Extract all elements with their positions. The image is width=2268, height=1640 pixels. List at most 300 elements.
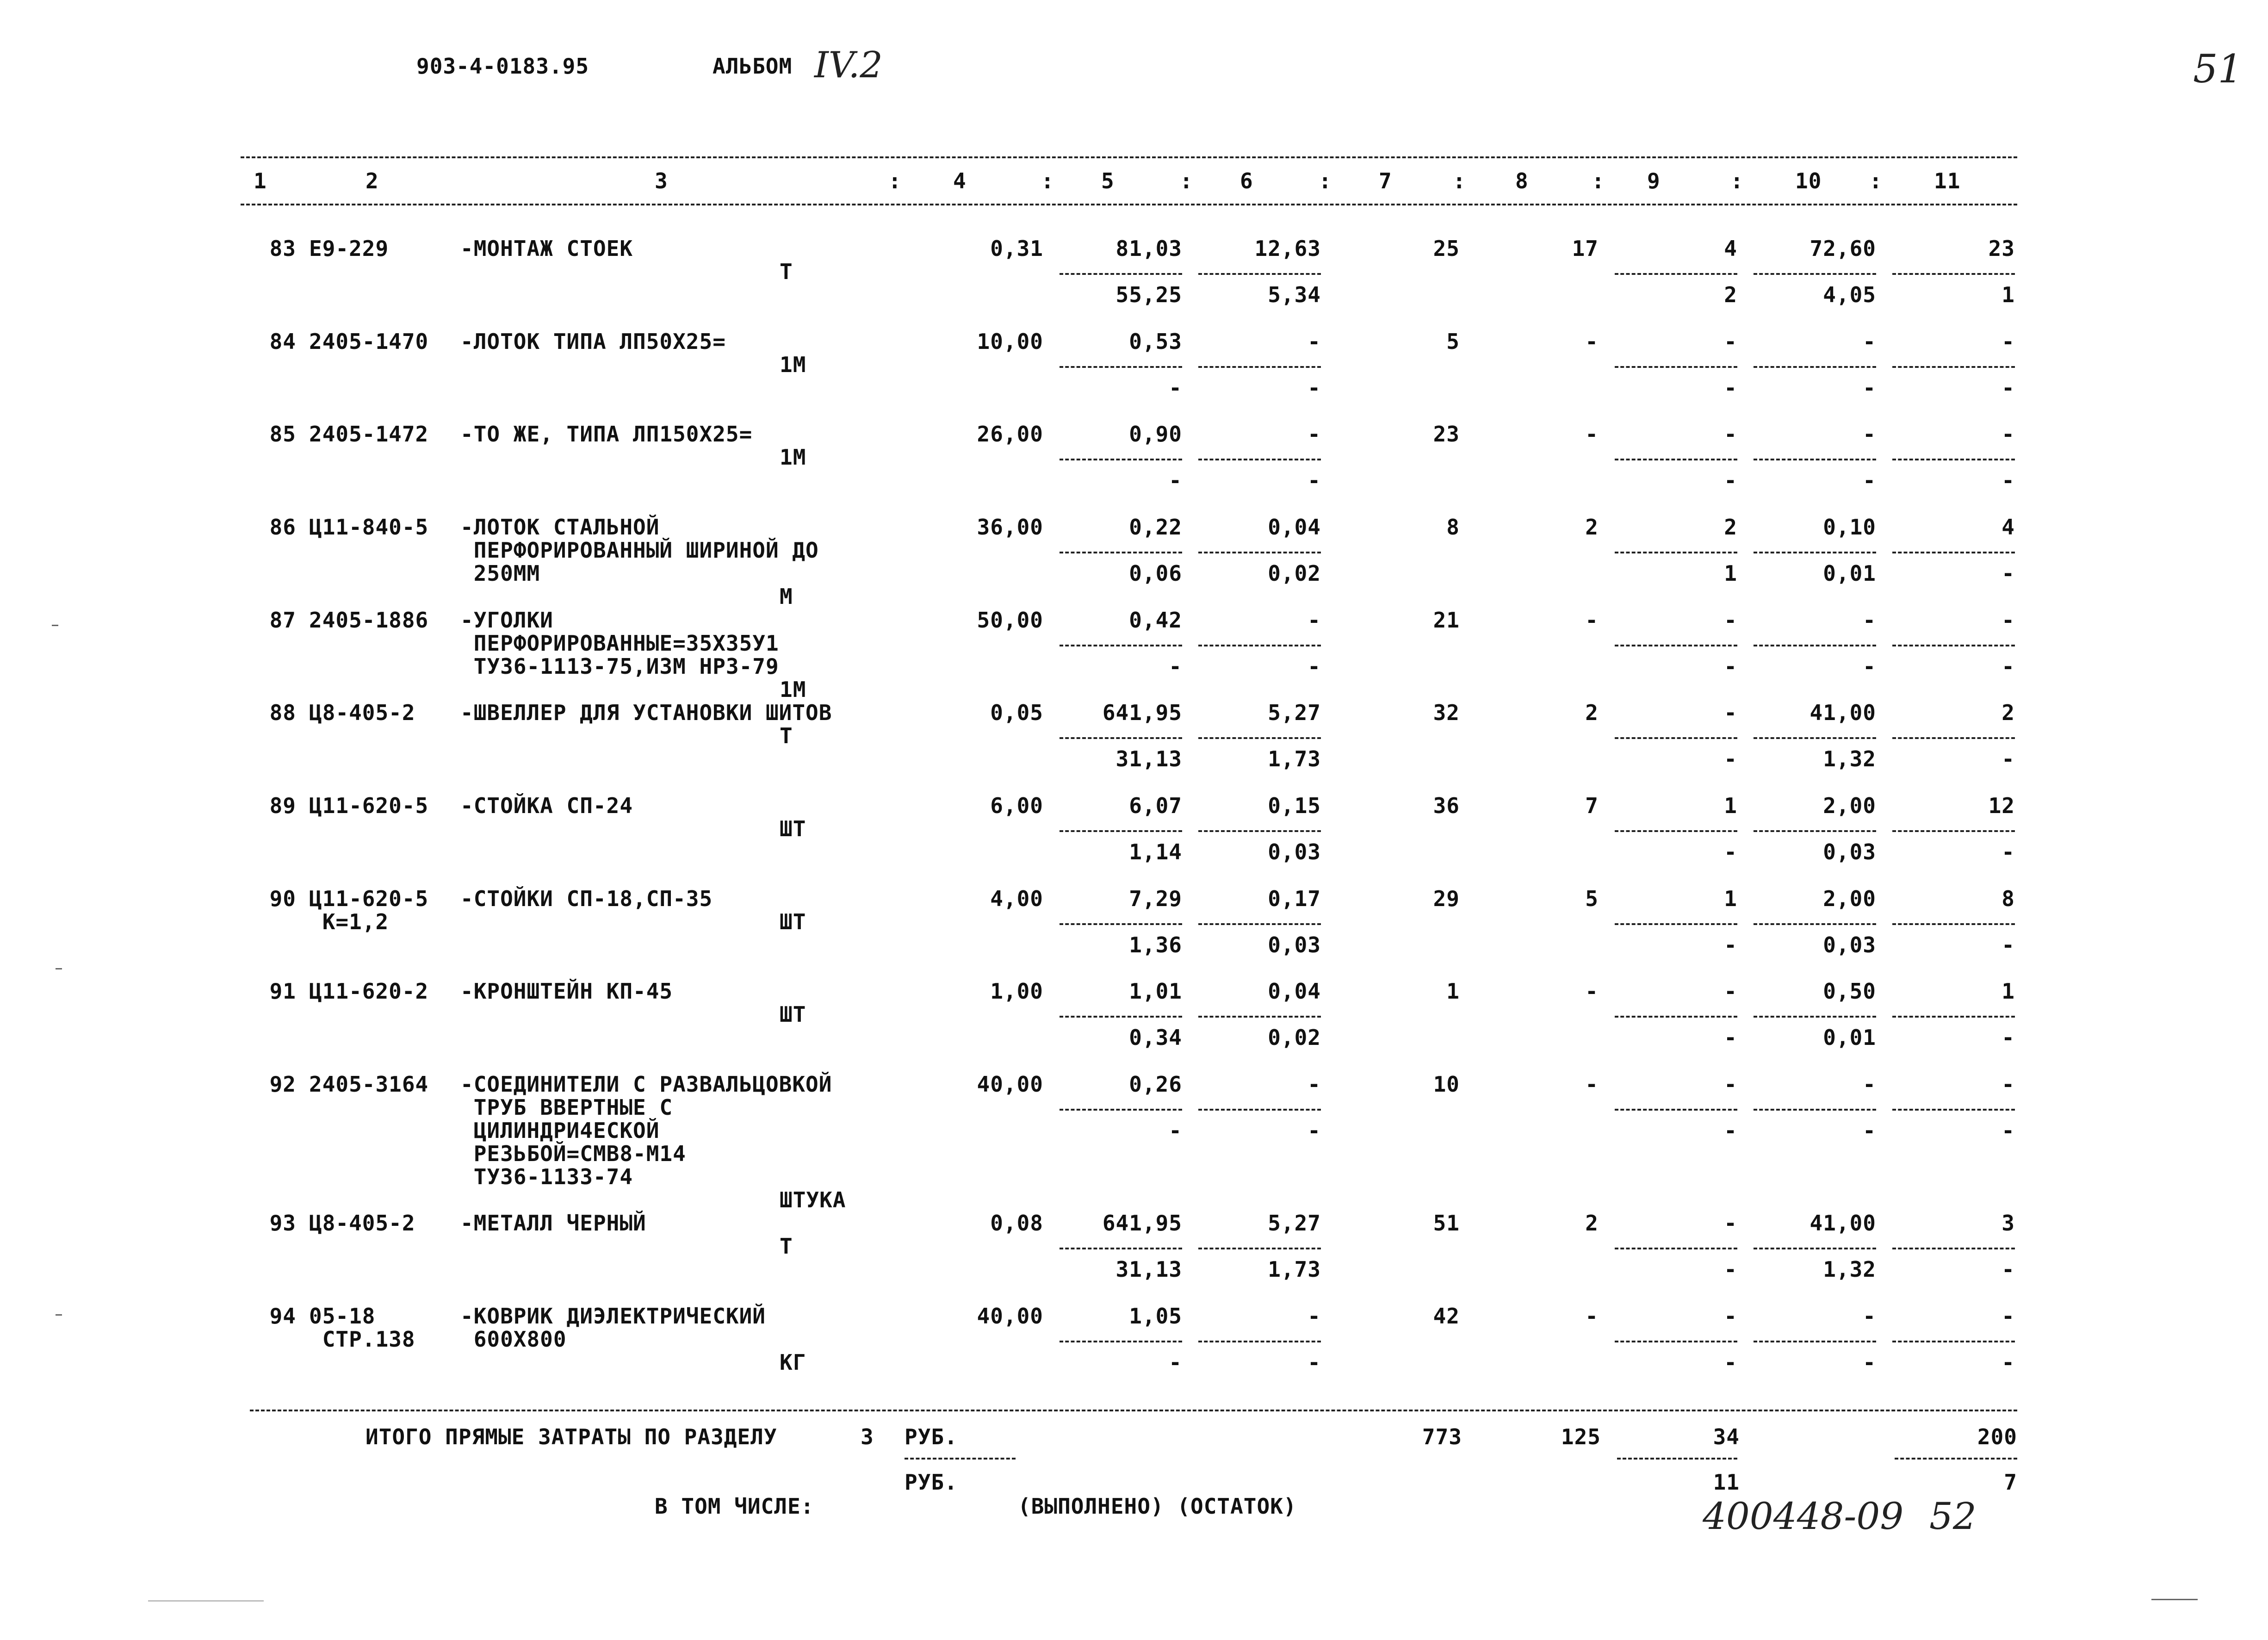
row-value-c9b: - bbox=[1724, 839, 1737, 864]
row-unit: 1М bbox=[780, 677, 806, 702]
row-code: 05-18 bbox=[309, 1304, 376, 1329]
row-value-c4: 10,00 bbox=[977, 329, 1043, 354]
row-value-c8: - bbox=[1585, 979, 1599, 1004]
row-number: 87 bbox=[269, 608, 296, 633]
fraction-rule-c6 bbox=[1198, 552, 1321, 553]
row-value-c9: - bbox=[1724, 979, 1737, 1004]
column-header-cell: 5 bbox=[1101, 168, 1115, 193]
row-name: -ЛОТОК ТИПА ЛП50Х25= bbox=[460, 329, 726, 354]
column-header-cell: : bbox=[1730, 168, 1744, 193]
fraction-rule-c10 bbox=[1754, 1341, 1876, 1342]
row-value-c9b: - bbox=[1724, 746, 1737, 771]
column-header-cell: : bbox=[1592, 168, 1605, 193]
row-value-c11: - bbox=[2002, 1304, 2015, 1329]
fraction-rule-c11 bbox=[1892, 459, 2015, 460]
totals-col11: 200 bbox=[1977, 1424, 2017, 1449]
row-number: 86 bbox=[269, 515, 296, 540]
fraction-rule-c5 bbox=[1060, 1248, 1182, 1249]
row-value-c10: - bbox=[1863, 422, 1876, 447]
fraction-rule-c10 bbox=[1754, 366, 1876, 368]
row-value-c6: 12,63 bbox=[1254, 236, 1321, 261]
fraction-rule-c6 bbox=[1198, 737, 1321, 739]
row-value-c9: - bbox=[1724, 329, 1737, 354]
row-value-c11: 12 bbox=[1988, 793, 2015, 818]
fraction-rule-c5 bbox=[1060, 1109, 1182, 1111]
fraction-rule-c10 bbox=[1754, 645, 1876, 646]
row-value-c9b: 1 bbox=[1724, 561, 1737, 586]
row-value-c11b: - bbox=[2002, 1257, 2015, 1282]
scan-speck bbox=[2175, 1599, 2198, 1600]
row-value-c6b: - bbox=[1308, 1118, 1321, 1143]
row-value-c9b: - bbox=[1724, 468, 1737, 493]
fraction-rule-c9 bbox=[1615, 923, 1737, 925]
totals-col9-rule bbox=[1617, 1458, 1737, 1460]
row-name: ЦИЛИНДРИ4ЕСКОЙ bbox=[460, 1118, 660, 1143]
row-value-c6: 5,27 bbox=[1268, 1211, 1321, 1236]
scan-speck bbox=[148, 1600, 264, 1602]
row-value-c10b: - bbox=[1863, 1118, 1876, 1143]
row-number: 93 bbox=[269, 1211, 296, 1236]
row-value-c10: 41,00 bbox=[1809, 1211, 1876, 1236]
row-name: -КОВРИК ДИЭЛЕКТРИЧЕСКИЙ bbox=[460, 1304, 766, 1329]
row-value-c8: 2 bbox=[1585, 700, 1599, 725]
fraction-rule-c10 bbox=[1754, 1248, 1876, 1249]
including-label: В ТОМ ЧИСЛЕ: bbox=[655, 1494, 814, 1519]
row-name: -СТОЙКИ СП-18,СП-35 bbox=[460, 886, 713, 911]
totals-section: 3 bbox=[861, 1424, 874, 1449]
fraction-rule-c10 bbox=[1754, 552, 1876, 553]
handwritten-page: 52 bbox=[1929, 1495, 1977, 1538]
row-number: 84 bbox=[269, 329, 296, 354]
row-value-c4: 0,05 bbox=[990, 700, 1043, 725]
fraction-rule-c6 bbox=[1198, 830, 1321, 832]
row-value-c11b: - bbox=[2002, 468, 2015, 493]
row-value-c7: 1 bbox=[1446, 979, 1460, 1004]
row-value-c5: 6,07 bbox=[1129, 793, 1182, 818]
row-value-c11b: 1 bbox=[2002, 282, 2015, 307]
totals-col7: 773 bbox=[1422, 1424, 1462, 1449]
row-value-c5b: - bbox=[1169, 1350, 1182, 1375]
fraction-rule-c9 bbox=[1615, 1016, 1737, 1018]
row-value-c11: 3 bbox=[2002, 1211, 2015, 1236]
fraction-rule-c6 bbox=[1198, 1341, 1321, 1342]
row-code: Ц11-840-5 bbox=[309, 515, 429, 540]
row-value-c5: 641,95 bbox=[1102, 1211, 1182, 1236]
row-value-c5b: 1,36 bbox=[1129, 932, 1182, 957]
fraction-rule-c9 bbox=[1615, 830, 1737, 832]
row-code: СТР.138 bbox=[309, 1327, 415, 1352]
row-value-c9b: - bbox=[1724, 1025, 1737, 1050]
fraction-rule-c9 bbox=[1615, 1341, 1737, 1342]
row-value-c4: 0,08 bbox=[990, 1211, 1043, 1236]
row-value-c5: 0,22 bbox=[1129, 515, 1182, 540]
row-code: Ц8-405-2 bbox=[309, 1211, 415, 1236]
row-number: 83 bbox=[269, 236, 296, 261]
album-label: АЛЬБОМ bbox=[713, 54, 793, 79]
row-value-c9: - bbox=[1724, 1304, 1737, 1329]
fraction-rule-c11 bbox=[1892, 552, 2015, 553]
handwritten-code: 400448-09 bbox=[1703, 1495, 1904, 1538]
row-number: 91 bbox=[269, 979, 296, 1004]
row-value-c8: - bbox=[1585, 422, 1599, 447]
row-code: Ц11-620-5 bbox=[309, 793, 429, 818]
fraction-rule-c5 bbox=[1060, 645, 1182, 646]
row-value-c7: 25 bbox=[1433, 236, 1460, 261]
row-number: 89 bbox=[269, 793, 296, 818]
fraction-rule-c5 bbox=[1060, 830, 1182, 832]
row-name: -КРОНШТЕЙН КП-45 bbox=[460, 979, 673, 1004]
row-name: ПЕРФОРИРОВАННЫЕ=35Х35У1 bbox=[460, 631, 779, 656]
fraction-rule-c11 bbox=[1892, 737, 2015, 739]
fraction-rule-c5 bbox=[1060, 737, 1182, 739]
row-value-c6b: 5,34 bbox=[1268, 282, 1321, 307]
scan-speck bbox=[52, 625, 58, 626]
row-value-c11b: - bbox=[2002, 375, 2015, 400]
column-header-cell: : bbox=[1453, 168, 1466, 193]
column-header-cell: 1 bbox=[254, 168, 267, 193]
fraction-rule-c9 bbox=[1615, 459, 1737, 460]
row-value-c5b: 0,34 bbox=[1129, 1025, 1182, 1050]
row-value-c4: 40,00 bbox=[977, 1072, 1043, 1097]
row-value-c11: - bbox=[2002, 608, 2015, 633]
row-value-c6: 0,04 bbox=[1268, 515, 1321, 540]
row-value-c10b: - bbox=[1863, 654, 1876, 679]
row-value-c11b: - bbox=[2002, 1025, 2015, 1050]
row-value-c9b: - bbox=[1724, 1350, 1737, 1375]
row-value-c10b: - bbox=[1863, 1350, 1876, 1375]
fraction-rule-c11 bbox=[1892, 645, 2015, 646]
row-value-c6: - bbox=[1308, 329, 1321, 354]
row-value-c6b: - bbox=[1308, 1350, 1321, 1375]
scan-speck bbox=[56, 968, 62, 969]
row-value-c7: 29 bbox=[1433, 886, 1460, 911]
row-value-c9b: - bbox=[1724, 1257, 1737, 1282]
row-value-c5b: - bbox=[1169, 375, 1182, 400]
fraction-rule-c11 bbox=[1892, 923, 2015, 925]
fraction-rule-c9 bbox=[1615, 273, 1737, 275]
row-value-c7: 32 bbox=[1433, 700, 1460, 725]
row-value-c11b: - bbox=[2002, 839, 2015, 864]
row-value-c11b: - bbox=[2002, 1118, 2015, 1143]
row-number: 85 bbox=[269, 422, 296, 447]
fraction-rule-c5 bbox=[1060, 459, 1182, 460]
row-value-c6b: 0,03 bbox=[1268, 932, 1321, 957]
row-name: -ТО ЖЕ, ТИПА ЛП150Х25= bbox=[460, 422, 753, 447]
fraction-rule-c10 bbox=[1754, 1109, 1876, 1111]
row-value-c4: 26,00 bbox=[977, 422, 1043, 447]
row-value-c9: - bbox=[1724, 608, 1737, 633]
fraction-rule-c10 bbox=[1754, 459, 1876, 460]
row-value-c11: - bbox=[2002, 422, 2015, 447]
row-value-c5: 0,42 bbox=[1129, 608, 1182, 633]
row-value-c11: 2 bbox=[2002, 700, 2015, 725]
fraction-rule-c6 bbox=[1198, 273, 1321, 275]
row-value-c4: 0,31 bbox=[990, 236, 1043, 261]
row-value-c7: 5 bbox=[1446, 329, 1460, 354]
column-header-cell: 2 bbox=[366, 168, 379, 193]
row-name: -ЛОТОК СТАЛЬНОЙ bbox=[460, 515, 660, 540]
row-value-c5: 1,01 bbox=[1129, 979, 1182, 1004]
row-value-c4: 50,00 bbox=[977, 608, 1043, 633]
row-value-c10: 41,00 bbox=[1809, 700, 1876, 725]
row-value-c6b: - bbox=[1308, 654, 1321, 679]
row-value-c10b: - bbox=[1863, 468, 1876, 493]
fraction-rule-c9 bbox=[1615, 645, 1737, 646]
album-handwritten: IV.2 bbox=[814, 44, 883, 86]
row-code: 2405-1470 bbox=[309, 329, 429, 354]
row-value-c5b: 55,25 bbox=[1115, 282, 1182, 307]
fraction-rule-c6 bbox=[1198, 1248, 1321, 1249]
row-value-c8: 2 bbox=[1585, 515, 1599, 540]
row-name: РЕЗЬБОЙ=СМВ8-М14 bbox=[460, 1141, 686, 1166]
totals-label: ИТОГО ПРЯМЫЕ ЗАТРАТЫ ПО РАЗДЕЛУ bbox=[366, 1424, 777, 1449]
column-header-cell: 11 bbox=[1934, 168, 1961, 193]
fraction-rule-c9 bbox=[1615, 737, 1737, 739]
row-unit: Т bbox=[780, 723, 793, 748]
row-value-c5: 0,26 bbox=[1129, 1072, 1182, 1097]
row-code: Ц11-620-5 bbox=[309, 886, 429, 911]
row-name: -МОНТАЖ СТОЕК bbox=[460, 236, 633, 261]
row-number: 92 bbox=[269, 1072, 296, 1097]
column-header-cell: : bbox=[888, 168, 902, 193]
row-value-c5b: 31,13 bbox=[1115, 746, 1182, 771]
row-value-c5b: - bbox=[1169, 468, 1182, 493]
fraction-rule-c5 bbox=[1060, 552, 1182, 553]
row-value-c5: 0,90 bbox=[1129, 422, 1182, 447]
row-value-c11: 1 bbox=[2002, 979, 2015, 1004]
row-value-c9: - bbox=[1724, 1072, 1737, 1097]
fraction-rule-c11 bbox=[1892, 830, 2015, 832]
row-value-c8: 7 bbox=[1585, 793, 1599, 818]
fraction-rule-c6 bbox=[1198, 459, 1321, 460]
row-value-c5b: 1,14 bbox=[1129, 839, 1182, 864]
row-value-c5b: 0,06 bbox=[1129, 561, 1182, 586]
fraction-rule-c5 bbox=[1060, 273, 1182, 275]
row-value-c10b: 4,05 bbox=[1823, 282, 1876, 307]
row-value-c10: - bbox=[1863, 608, 1876, 633]
row-value-c11: - bbox=[2002, 329, 2015, 354]
row-value-c6: 0,04 bbox=[1268, 979, 1321, 1004]
row-unit: ШТУКА bbox=[780, 1187, 846, 1212]
row-value-c9: 2 bbox=[1724, 515, 1737, 540]
row-unit: ШТ bbox=[780, 1002, 806, 1027]
row-value-c5: 81,03 bbox=[1115, 236, 1182, 261]
fraction-rule-c5 bbox=[1060, 1341, 1182, 1342]
row-unit: Т bbox=[780, 1234, 793, 1259]
row-value-c6: - bbox=[1308, 422, 1321, 447]
column-header-cell: 6 bbox=[1240, 168, 1253, 193]
totals-col11-lower: 7 bbox=[2004, 1470, 2017, 1495]
fraction-rule-c6 bbox=[1198, 366, 1321, 368]
fraction-rule-c6 bbox=[1198, 1109, 1321, 1111]
column-header-cell: 3 bbox=[655, 168, 668, 193]
row-value-c4: 1,00 bbox=[990, 979, 1043, 1004]
done-remaining-label: (ВЫПОЛНЕНО) (ОСТАТОК) bbox=[1018, 1494, 1297, 1519]
row-value-c11: - bbox=[2002, 1072, 2015, 1097]
totals-col11-rule bbox=[1895, 1458, 2017, 1460]
fraction-rule-c11 bbox=[1892, 1109, 2015, 1111]
row-value-c9: - bbox=[1724, 1211, 1737, 1236]
row-name: -МЕТАЛЛ ЧЕРНЫЙ bbox=[460, 1211, 646, 1236]
row-number: 88 bbox=[269, 700, 296, 725]
row-name: -СОЕДИНИТЕЛИ С РАЗВАЛЬЦОВКОЙ bbox=[460, 1072, 832, 1097]
totals-col9: 34 bbox=[1713, 1424, 1740, 1449]
fraction-rule-c11 bbox=[1892, 1016, 2015, 1018]
row-value-c7: 36 bbox=[1433, 793, 1460, 818]
fraction-rule-c6 bbox=[1198, 1016, 1321, 1018]
row-value-c8: 17 bbox=[1572, 236, 1599, 261]
row-unit: 1М bbox=[780, 445, 806, 470]
row-value-c7: 8 bbox=[1446, 515, 1460, 540]
row-value-c6b: 0,02 bbox=[1268, 1025, 1321, 1050]
fraction-rule-c5 bbox=[1060, 1016, 1182, 1018]
header-top-rule bbox=[241, 156, 2017, 158]
row-number: 94 bbox=[269, 1304, 296, 1329]
row-value-c5b: 31,13 bbox=[1115, 1257, 1182, 1282]
totals-col8: 125 bbox=[1561, 1424, 1601, 1449]
row-number: 90 bbox=[269, 886, 296, 911]
column-header-cell: : bbox=[1869, 168, 1883, 193]
row-value-c9b: - bbox=[1724, 375, 1737, 400]
row-value-c10: 0,50 bbox=[1823, 979, 1876, 1004]
row-value-c9: - bbox=[1724, 700, 1737, 725]
fraction-rule-c10 bbox=[1754, 830, 1876, 832]
row-value-c9: 1 bbox=[1724, 793, 1737, 818]
row-value-c5: 1,05 bbox=[1129, 1304, 1182, 1329]
column-header-cell: 10 bbox=[1795, 168, 1822, 193]
row-value-c6: 5,27 bbox=[1268, 700, 1321, 725]
scan-speck bbox=[56, 1314, 62, 1316]
row-value-c10: 72,60 bbox=[1809, 236, 1876, 261]
row-value-c6b: 0,03 bbox=[1268, 839, 1321, 864]
column-header-cell: : bbox=[1319, 168, 1332, 193]
row-value-c11: 4 bbox=[2002, 515, 2015, 540]
row-unit: КГ bbox=[780, 1350, 806, 1375]
header-bottom-rule bbox=[241, 204, 2017, 205]
row-value-c9: 4 bbox=[1724, 236, 1737, 261]
row-value-c8: - bbox=[1585, 1304, 1599, 1329]
row-name: -ШВЕЛЛЕР ДЛЯ УСТАНОВКИ ШИТОВ bbox=[460, 700, 832, 725]
row-value-c7: 42 bbox=[1433, 1304, 1460, 1329]
row-value-c4: 4,00 bbox=[990, 886, 1043, 911]
row-value-c10b: 0,03 bbox=[1823, 839, 1876, 864]
row-value-c8: - bbox=[1585, 1072, 1599, 1097]
row-value-c7: 23 bbox=[1433, 422, 1460, 447]
row-name: 600Х800 bbox=[460, 1327, 567, 1352]
row-value-c11b: - bbox=[2002, 1350, 2015, 1375]
row-value-c7: 21 bbox=[1433, 608, 1460, 633]
row-value-c9: 1 bbox=[1724, 886, 1737, 911]
row-code: 2405-1886 bbox=[309, 608, 429, 633]
totals-currency-2: РУБ. bbox=[905, 1470, 958, 1495]
row-value-c10: - bbox=[1863, 1304, 1876, 1329]
row-code: 2405-3164 bbox=[309, 1072, 429, 1097]
row-value-c4: 6,00 bbox=[990, 793, 1043, 818]
row-unit: ШТ bbox=[780, 909, 806, 934]
row-value-c4: 36,00 bbox=[977, 515, 1043, 540]
fraction-rule-c11 bbox=[1892, 1248, 2015, 1249]
row-value-c10b: 1,32 bbox=[1823, 746, 1876, 771]
row-value-c10b: - bbox=[1863, 375, 1876, 400]
row-value-c6b: 1,73 bbox=[1268, 1257, 1321, 1282]
row-value-c9b: - bbox=[1724, 654, 1737, 679]
row-value-c11b: - bbox=[2002, 654, 2015, 679]
fraction-rule-c5 bbox=[1060, 923, 1182, 925]
row-value-c7: 10 bbox=[1433, 1072, 1460, 1097]
row-value-c9b: - bbox=[1724, 1118, 1737, 1143]
fraction-rule-c9 bbox=[1615, 1109, 1737, 1111]
column-header-cell: 7 bbox=[1379, 168, 1392, 193]
fraction-rule-c10 bbox=[1754, 273, 1876, 275]
totals-col9-lower: 11 bbox=[1713, 1470, 1740, 1495]
row-value-c11b: - bbox=[2002, 746, 2015, 771]
row-value-c6b: 1,73 bbox=[1268, 746, 1321, 771]
row-value-c8: 2 bbox=[1585, 1211, 1599, 1236]
row-unit: М bbox=[780, 584, 793, 609]
column-header-cell: : bbox=[1041, 168, 1054, 193]
row-value-c10b: 1,32 bbox=[1823, 1257, 1876, 1282]
totals-currency: РУБ. bbox=[905, 1424, 958, 1449]
row-value-c6b: - bbox=[1308, 375, 1321, 400]
row-value-c5: 0,53 bbox=[1129, 329, 1182, 354]
column-header-cell: 9 bbox=[1647, 168, 1661, 193]
row-name: ТУ36-1133-74 bbox=[460, 1164, 633, 1189]
row-value-c6b: 0,02 bbox=[1268, 561, 1321, 586]
fraction-rule-c10 bbox=[1754, 737, 1876, 739]
row-value-c10: 2,00 bbox=[1823, 793, 1876, 818]
fraction-rule-c11 bbox=[1892, 273, 2015, 275]
row-code: 2405-1472 bbox=[309, 422, 429, 447]
fraction-rule-c9 bbox=[1615, 552, 1737, 553]
row-value-c10: - bbox=[1863, 1072, 1876, 1097]
column-header-cell: 8 bbox=[1515, 168, 1529, 193]
row-value-c9b: 2 bbox=[1724, 282, 1737, 307]
row-value-c9b: - bbox=[1724, 932, 1737, 957]
row-value-c10: - bbox=[1863, 329, 1876, 354]
row-name: 250ММ bbox=[460, 561, 540, 586]
row-value-c10b: 0,03 bbox=[1823, 932, 1876, 957]
fraction-rule-c6 bbox=[1198, 923, 1321, 925]
row-value-c8: - bbox=[1585, 608, 1599, 633]
row-value-c11: 8 bbox=[2002, 886, 2015, 911]
row-value-c11b: - bbox=[2002, 561, 2015, 586]
row-name: ТУ36-1113-75,ИЗМ НР3-79 bbox=[460, 654, 779, 679]
row-value-c5: 641,95 bbox=[1102, 700, 1182, 725]
row-value-c11: 23 bbox=[1988, 236, 2015, 261]
row-value-c6: 0,17 bbox=[1268, 886, 1321, 911]
row-value-c9: - bbox=[1724, 422, 1737, 447]
row-value-c4: 40,00 bbox=[977, 1304, 1043, 1329]
fraction-rule-c10 bbox=[1754, 1016, 1876, 1018]
fraction-rule-c9 bbox=[1615, 1248, 1737, 1249]
row-value-c8: - bbox=[1585, 329, 1599, 354]
row-value-c11b: - bbox=[2002, 932, 2015, 957]
row-value-c6b: - bbox=[1308, 468, 1321, 493]
row-value-c6: 0,15 bbox=[1268, 793, 1321, 818]
row-name: -СТОЙКА СП-24 bbox=[460, 793, 633, 818]
row-unit: 1М bbox=[780, 352, 806, 377]
row-value-c5: 7,29 bbox=[1129, 886, 1182, 911]
row-value-c10b: 0,01 bbox=[1823, 1025, 1876, 1050]
row-name: ТРУБ ВВЕРТНЫЕ С bbox=[460, 1095, 673, 1120]
fraction-rule-c9 bbox=[1615, 366, 1737, 368]
row-value-c6: - bbox=[1308, 1072, 1321, 1097]
row-value-c8: 5 bbox=[1585, 886, 1599, 911]
row-code: Ц8-405-2 bbox=[309, 700, 415, 725]
row-code: К=1,2 bbox=[309, 909, 389, 934]
row-value-c6: - bbox=[1308, 608, 1321, 633]
row-value-c5b: - bbox=[1169, 1118, 1182, 1143]
